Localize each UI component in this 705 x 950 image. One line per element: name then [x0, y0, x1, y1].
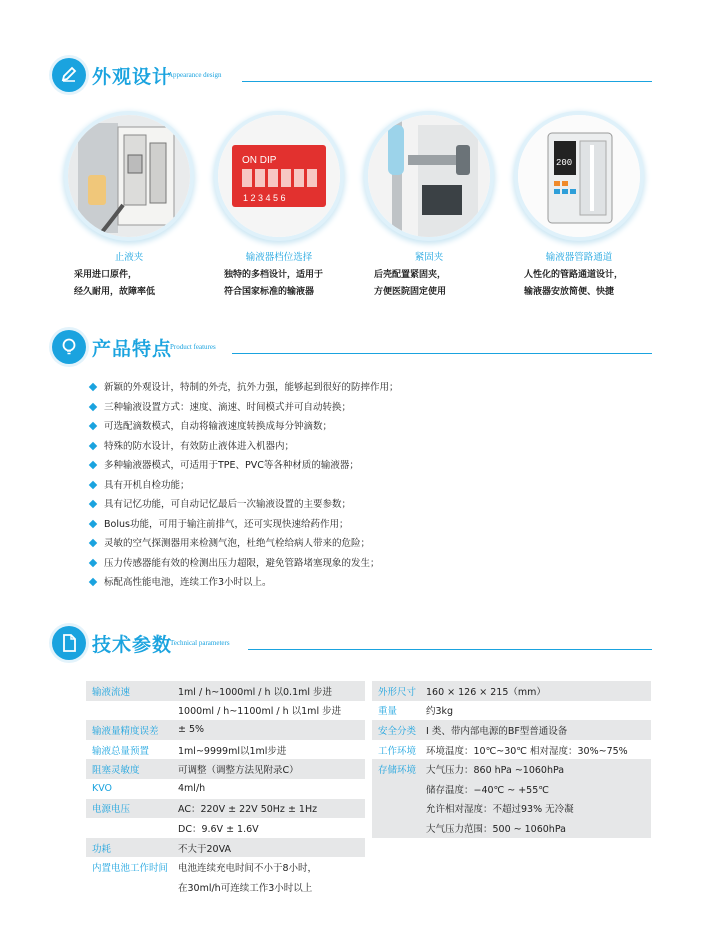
- table-row: [86, 857, 365, 877]
- param-value: 储存温度：−40℃ ~ +55℃: [426, 779, 651, 799]
- table-row: [372, 701, 651, 721]
- param-key: 工作环境: [378, 745, 417, 757]
- appearance-item-tube-channel: [514, 115, 644, 301]
- appearance-item-desc: [64, 267, 194, 301]
- table-row: [86, 818, 365, 838]
- param-value: 电池连续充电时间不小于8小时，: [178, 863, 318, 875]
- param-value: 大气压力范围：500 ~ 1060hPa: [426, 818, 651, 838]
- param-key: [86, 877, 178, 897]
- section-subtitle: Technical parameters: [170, 639, 230, 647]
- desc-line: 经久耐用，故障率低: [74, 287, 156, 297]
- desc-line: 采用进口原件，: [74, 270, 138, 280]
- param-value: 160 × 126 × 215（mm）: [426, 681, 651, 701]
- param-key: [372, 799, 426, 819]
- section-title: 技术参数: [92, 634, 173, 656]
- desc-line: 输液器安放简便、快捷: [524, 287, 615, 297]
- param-key: [372, 779, 426, 799]
- param-key: 外形尺寸: [372, 681, 426, 701]
- param-value: ± 5%: [178, 720, 365, 740]
- param-key: [86, 701, 178, 721]
- list-item: 新颖的外观设计，特制的外壳，抗外力强，能够起到很好的防摔作用；: [90, 378, 399, 398]
- appearance-item-pole-clamp: [364, 115, 494, 301]
- list-item: 灵敏的空气探测器用来检测气泡，杜绝气栓给病人带来的危险；: [90, 534, 399, 554]
- param-value: 1ml / h~1000ml / h 以0.1ml 步进: [178, 681, 365, 701]
- section-subtitle: Product features: [170, 343, 216, 351]
- section-title: 外观设计: [92, 66, 173, 88]
- table-row: [86, 701, 365, 721]
- appearance-item-desc: [514, 267, 644, 301]
- param-key: 内置电池工作时间: [92, 863, 169, 875]
- param-value: 环境温度：10℃~30℃ 相对湿度：30%~75%: [426, 745, 628, 757]
- desc-line: 独特的多档设计，适用于: [224, 270, 324, 280]
- table-row: [86, 759, 365, 779]
- param-value: 大气压力：860 hPa ~1060hPa: [426, 759, 651, 779]
- table-row: [86, 720, 365, 740]
- section-appearance-header: [52, 58, 652, 94]
- param-key: 阻塞灵敏度: [86, 759, 178, 779]
- table-row: [372, 740, 651, 760]
- param-key: KVO: [92, 783, 113, 795]
- features-list: [90, 378, 399, 593]
- params-table-right: [372, 681, 651, 838]
- dip-numbers: 1 2 3 4 5 6: [243, 193, 286, 203]
- table-row: [372, 779, 651, 799]
- pump-device-image: [518, 115, 640, 237]
- param-value: 4ml/h: [178, 783, 206, 795]
- table-row: [86, 681, 365, 701]
- desc-line: 后壳配置紧固夹，: [374, 270, 447, 280]
- list-item: Bolus功能，可用于输注前排气，还可实现快速给药作用；: [90, 515, 399, 535]
- param-value: I 类、带内部电源的BF型普通设备: [426, 720, 651, 740]
- device-screen-value: 200: [556, 158, 573, 168]
- table-row: [372, 720, 651, 740]
- appearance-item-desc: [214, 267, 344, 301]
- appearance-item-name: 输液器管路通道: [545, 252, 613, 263]
- table-row: [372, 799, 651, 819]
- list-item: 标配高性能电池，连续工作3小时以上。: [90, 573, 399, 593]
- appearance-item-desc: [364, 267, 494, 301]
- param-key: 安全分类: [372, 720, 426, 740]
- section-divider: [248, 649, 652, 650]
- appearance-item-name: 输液器档位选择: [245, 252, 313, 263]
- param-key: 重量: [378, 706, 398, 718]
- appearance-item-name: 紧固夹: [414, 252, 444, 263]
- param-value: 不大于20VA: [178, 838, 365, 858]
- section-title: 产品特点: [92, 338, 173, 360]
- param-value: 1ml~9999ml以1ml步进: [178, 745, 287, 757]
- param-value: DC：9.6V ± 1.6V: [178, 823, 259, 835]
- appearance-item-stop-clamp: [64, 115, 194, 301]
- section-divider: [232, 353, 652, 354]
- lightbulb-icon: [52, 330, 86, 364]
- section-divider: [242, 81, 652, 82]
- appearance-item-name: 止液夹: [114, 252, 144, 263]
- table-row: [86, 877, 365, 897]
- desc-line: 人性化的管路通道设计，: [524, 270, 624, 280]
- dip-switch-image: [218, 115, 340, 237]
- param-value: 在30ml/h可连续工作3小时以上: [178, 882, 313, 894]
- table-row: [86, 779, 365, 799]
- param-value: 约3kg: [426, 706, 454, 718]
- document-icon: [52, 626, 86, 660]
- table-row: [86, 838, 365, 858]
- param-key: [372, 818, 426, 838]
- param-key: 输液流速: [86, 681, 178, 701]
- table-row: [86, 799, 365, 819]
- table-row: [372, 759, 651, 779]
- list-item: 多种输液器模式，可适用于TPE、PVC等各种材质的输液器；: [90, 456, 399, 476]
- param-value: 1000ml / h~1100ml / h 以1ml 步进: [178, 706, 342, 718]
- param-value: 可调整（调整方法见附录C）: [178, 759, 365, 779]
- list-item: 三种输液设置方式：速度、滴速、时间模式并可自动转换；: [90, 398, 399, 418]
- param-key: 电源电压: [86, 799, 178, 819]
- table-row: [372, 681, 651, 701]
- desc-line: 方便医院固定使用: [374, 287, 447, 297]
- param-value: 允许相对湿度：不超过93% 无冷凝: [426, 799, 651, 819]
- table-row: [372, 818, 651, 838]
- pole-clamp-image: [368, 115, 490, 237]
- param-key: 存储环境: [372, 759, 426, 779]
- param-key: 功耗: [86, 838, 178, 858]
- param-key: 输液量精度误差: [86, 720, 178, 740]
- param-value: AC：220V ± 22V 50Hz ± 1Hz: [178, 799, 365, 819]
- table-row: [86, 740, 365, 760]
- list-item: 可选配滴数模式，自动将输液速度转换成每分钟滴数；: [90, 417, 399, 437]
- desc-line: 符合国家标准的输液器: [224, 287, 315, 297]
- param-key: 输液总量预置: [92, 745, 150, 757]
- param-key: [86, 818, 178, 838]
- pencil-icon: [52, 58, 86, 92]
- list-item: 具有开机自检功能；: [90, 476, 399, 496]
- stop-clamp-image: [68, 115, 190, 237]
- params-table-left: [86, 681, 365, 897]
- list-item: 具有记忆功能，可自动记忆最后一次输液设置的主要参数；: [90, 495, 399, 515]
- appearance-item-dip-switch: [214, 115, 344, 301]
- section-features-header: [52, 330, 652, 366]
- section-subtitle: Appearance design: [168, 71, 222, 79]
- dip-label: ON DIP: [242, 155, 277, 166]
- list-item: 压力传感器能有效的检测出压力超限，避免管路堵塞现象的发生；: [90, 554, 399, 574]
- list-item: 特殊的防水设计，有效防止液体进入机器内；: [90, 437, 399, 457]
- section-tech-header: [52, 626, 652, 662]
